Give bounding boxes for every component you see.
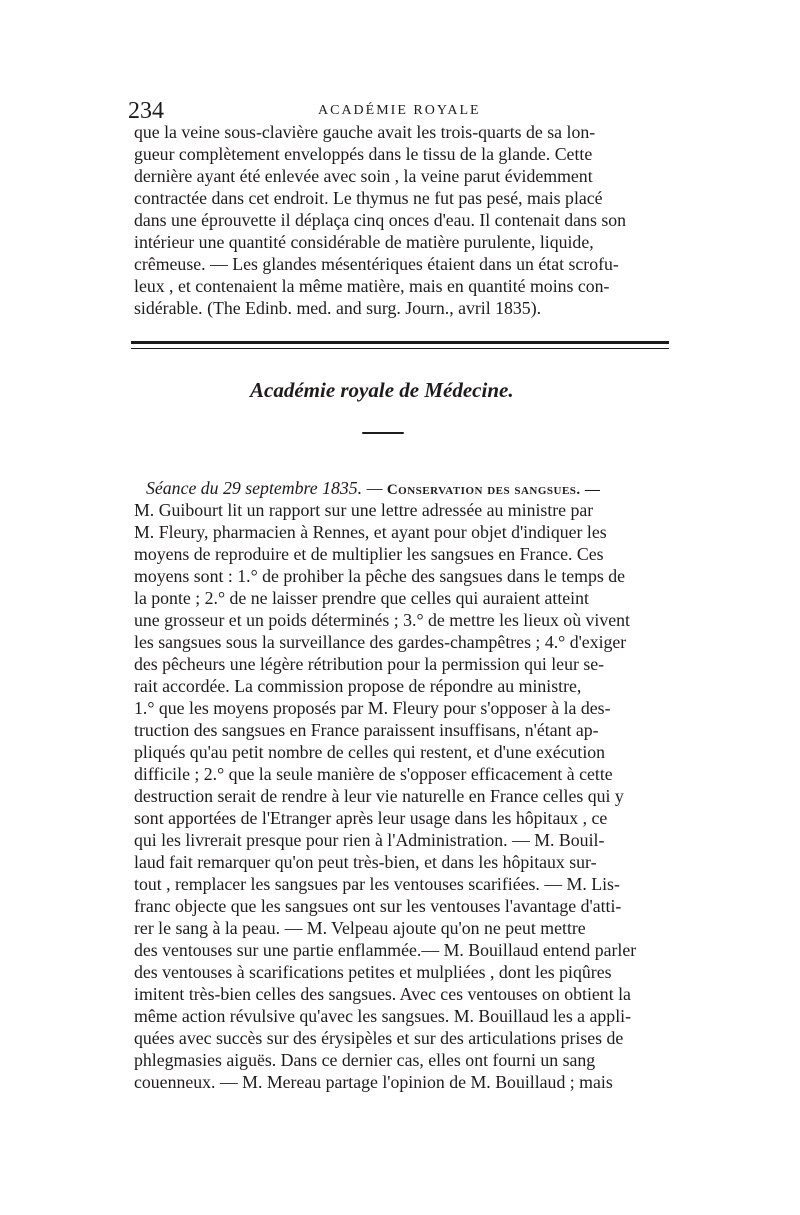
text-line: tout , remplacer les sangsues par les ventouses scarifiées. — M. Lis- [134,874,620,894]
seance-topic: Conservation des sangsues. — [386,482,601,498]
text-line: destruction serait de rendre à leur vie naturelle en France celles qui y [134,786,624,806]
text-line: 1.° que les moyens proposés par M. Fleury pour s'opposer à la des- [134,698,611,718]
text-line: une grosseur et un poids déterminés ; 3.° de mettre les lieux où vivent [134,610,630,630]
text-line: que la veine sous-clavière gauche avait les trois-quarts de sa lon- [134,122,596,142]
text-line: contractée dans cet endroit. Le thymus ne fut pas pesé, mais placé [134,188,603,208]
page-header [128,98,668,124]
text-line: franc objecte que les sangsues ont sur les ventouses l'avantage d'atti- [134,896,622,916]
seance-date: Séance du 29 septembre 1835. — [146,478,387,498]
text-line: la ponte ; 2.° de ne laisser prendre que celles qui auraient atteint [134,588,589,608]
double-rule-thin [131,348,669,349]
text-line: difficile ; 2.° que la seule manière de s'opposer efficacement à cette [134,764,613,784]
text-line: sont apportées de l'Etranger après leur usage dans les hôpitaux , ce [134,808,608,828]
text-line: des ventouses sur une partie enflammée.— M. Bouillaud entend parler [134,940,637,960]
text-line: sidérable. (The Edinb. med. and surg. Journ., avril 1835). [134,298,542,318]
text-line: même action révulsive qu'avec les sangsues. M. Bouillaud les a appli- [134,1006,631,1026]
text-line: leux , et contenaient la même matière, mais en quantité moins con- [134,276,610,296]
text-line: rait accordée. La commission propose de répondre au ministre, [134,676,582,696]
text-line: laud fait remarquer qu'on peut très-bien, et dans les hôpitaux sur- [134,852,597,872]
text-line: quées avec succès sur des érysipèles et sur des articulations prises de [134,1028,624,1048]
text-line: moyens sont : 1.° de prohiber la pêche des sangsues dans le temps de [134,566,626,586]
text-line: M. Guibourt lit un rapport sur une lettre adressée au ministre par [134,500,594,520]
seance-heading-line [146,478,600,501]
text-line: rer le sang à la peau. — M. Velpeau ajoute qu'on ne peut mettre [134,918,586,938]
text-line: dernière ayant été enlevée avec soin , la veine parut évidemment [134,166,593,186]
text-line: dans une éprouvette il déplaça cinq onces d'eau. Il contenait dans son [134,210,627,230]
text-line: gueur complètement enveloppés dans le tissu de la glande. Cette [134,144,593,164]
text-line: des pêcheurs une légère rétribution pour la permission qui leur se- [134,654,605,674]
text-line: intérieur une quantité considérable de matière purulente, liquide, [134,232,594,252]
text-line: les sangsues sous la surveillance des gardes-champêtres ; 4.° d'exiger [134,632,627,652]
text-line: M. Fleury, pharmacien à Rennes, et ayant pour objet d'indiquer les [134,522,607,542]
text-line: truction des sangsues en France paraissent insuffisans, n'étant ap- [134,720,599,740]
text-line: des ventouses à scarifications petites et mulpliées , dont les piqûres [134,962,612,982]
page-number: 234 [128,98,164,124]
text-line: couenneux. — M. Mereau partage l'opinion de M. Bouillaud ; mais [134,1072,613,1092]
text-line: moyens de reproduire et de multiplier les sangsues en France. Ces [134,544,604,564]
running-title: ACADÉMIE ROYALE [318,103,481,118]
text-line: phlegmasies aiguës. Dans ce dernier cas, elles ont fourni un sang [134,1050,596,1070]
title-ornament [362,432,404,434]
text-line: pliqués qu'au petit nombre de celles qui restent, et d'une exécution [134,742,606,762]
text-line: qui les livrerait presque pour rien à l'Administration. — M. Bouil- [134,830,605,850]
text-line: imitent très-bien celles des sangsues. Avec ces ventouses on obtient la [134,984,631,1004]
text-line: crêmeuse. — Les glandes mésentériques étaient dans un état scrofu- [134,254,619,274]
section-title: Académie royale de Médecine. [250,378,514,402]
double-rule-thick [131,341,669,344]
